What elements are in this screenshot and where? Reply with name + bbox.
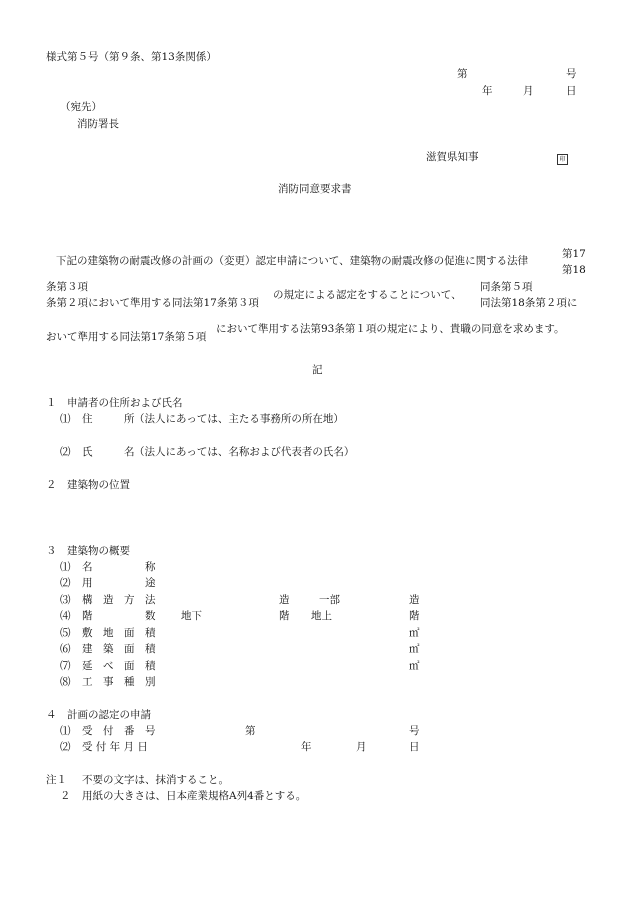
unit-sqm: ㎡ [409,660,420,672]
section3-item-label: 階 数 [82,610,156,622]
recipient-name: 消防署長 [77,118,119,130]
note2-label: ２ [60,790,71,802]
section3-item-label: 用 途 [82,577,156,589]
section4-go: 号 [409,725,420,737]
section4-item2-num: ⑵ [60,741,71,753]
floors-kai: 階 [279,610,290,622]
section4-day: 日 [409,741,420,753]
date-day: 日 [566,85,577,97]
section4-item1-label: 受 付 番 号 [82,725,156,737]
seal-mark [557,152,568,165]
number-dai: 第 [457,68,468,80]
section1-item1-label: 住 所 [82,413,135,425]
section1-item1-num: ⑴ [60,413,71,425]
section3-item-num: ⑴ [60,561,71,573]
body-alt-b1: 同条第５項 [480,281,533,293]
body-alt-b2: 同法第18条第２項に [480,297,578,309]
sender-name: 滋賀県知事 [426,151,479,163]
floors-kai2: 階 [409,610,420,622]
section3-item-label: 名 称 [82,561,156,573]
note2-text: 用紙の大きさは、日本産業規格A列4番とする。 [82,790,307,802]
structure-zo: 造 [279,594,290,606]
section1-heading: １ 申請者の住所および氏名 [46,397,183,409]
section3-item-num: ⑷ [60,610,71,622]
body-line-2-middle: の規定による認定をすることについて、 [273,289,462,301]
section3-item-num: ⑶ [60,594,71,606]
body-line-2b: 条第２項において準用する同法第17条第３項 [46,297,259,309]
section1-item2-num: ⑵ [60,446,71,458]
section3-heading: ３ 建築物の概要 [46,545,130,557]
structure-ichibu: 一部 [319,594,340,606]
section4-month: 月 [356,741,367,753]
body-line-3b: において準用する法第93条第１項の規定により、貴職の同意を求めます。 [216,323,565,335]
section3-item-num: ⑹ [60,643,71,655]
structure-zo2: 造 [409,594,420,606]
document-title: 消防同意要求書 [278,183,352,195]
unit-sqm: ㎡ [409,627,420,639]
section3-item-label: 敷 地 面 積 [82,627,156,639]
section4-item1-num: ⑴ [60,725,71,737]
date-year: 年 [482,85,493,97]
seal-icon: 印 [557,154,568,165]
section3-item-num: ⑸ [60,627,71,639]
number-go: 号 [566,68,577,80]
section3-item-num: ⑵ [60,577,71,589]
section3-item-label: 建 築 面 積 [82,643,156,655]
body-line-2a: 条第３項 [46,281,88,293]
section1-item2-note: （法人にあっては、名称および代表者の氏名） [134,446,355,458]
note1-text: 不要の文字は、抹消すること。 [82,774,229,786]
section3-item-label: 延 べ 面 積 [82,660,156,672]
section1-item1-note: （法人にあっては、主たる事務所の所在地） [134,413,344,425]
body-alt-a2: 第18 [562,264,586,276]
section3-item-num: ⑺ [60,660,71,672]
floors-chijo: 地上 [311,610,332,622]
note1-label: 注１ [46,774,67,786]
section3-item-label: 工 事 種 別 [82,676,156,688]
floors-chika: 地下 [181,610,202,622]
section2-heading: ２ 建築物の位置 [46,479,130,491]
section4-heading: ４ 計画の認定の申請 [46,709,151,721]
section3-item-num: ⑻ [60,676,71,688]
section3-item-label: 構 造 方 法 [82,594,156,606]
body-alt-a1: 第17 [562,248,586,260]
section4-year: 年 [301,741,312,753]
section1-item2-label: 氏 名 [82,446,135,458]
ki-heading: 記 [312,364,323,376]
section4-dai: 第 [245,725,256,737]
body-line-1: 下記の建築物の耐震改修の計画の（変更）認定申請について、建築物の耐震改修の促進に関する法律 [56,255,529,267]
date-month: 月 [523,85,534,97]
section4-item2-label: 受 付 年 月 日 [82,741,148,753]
form-number: 様式第５号（第９条、第13条関係） [46,51,217,63]
recipient-label: （宛先） [60,101,102,113]
unit-sqm: ㎡ [409,643,420,655]
body-line-3a: おいて準用する同法第17条第５項 [46,331,207,343]
